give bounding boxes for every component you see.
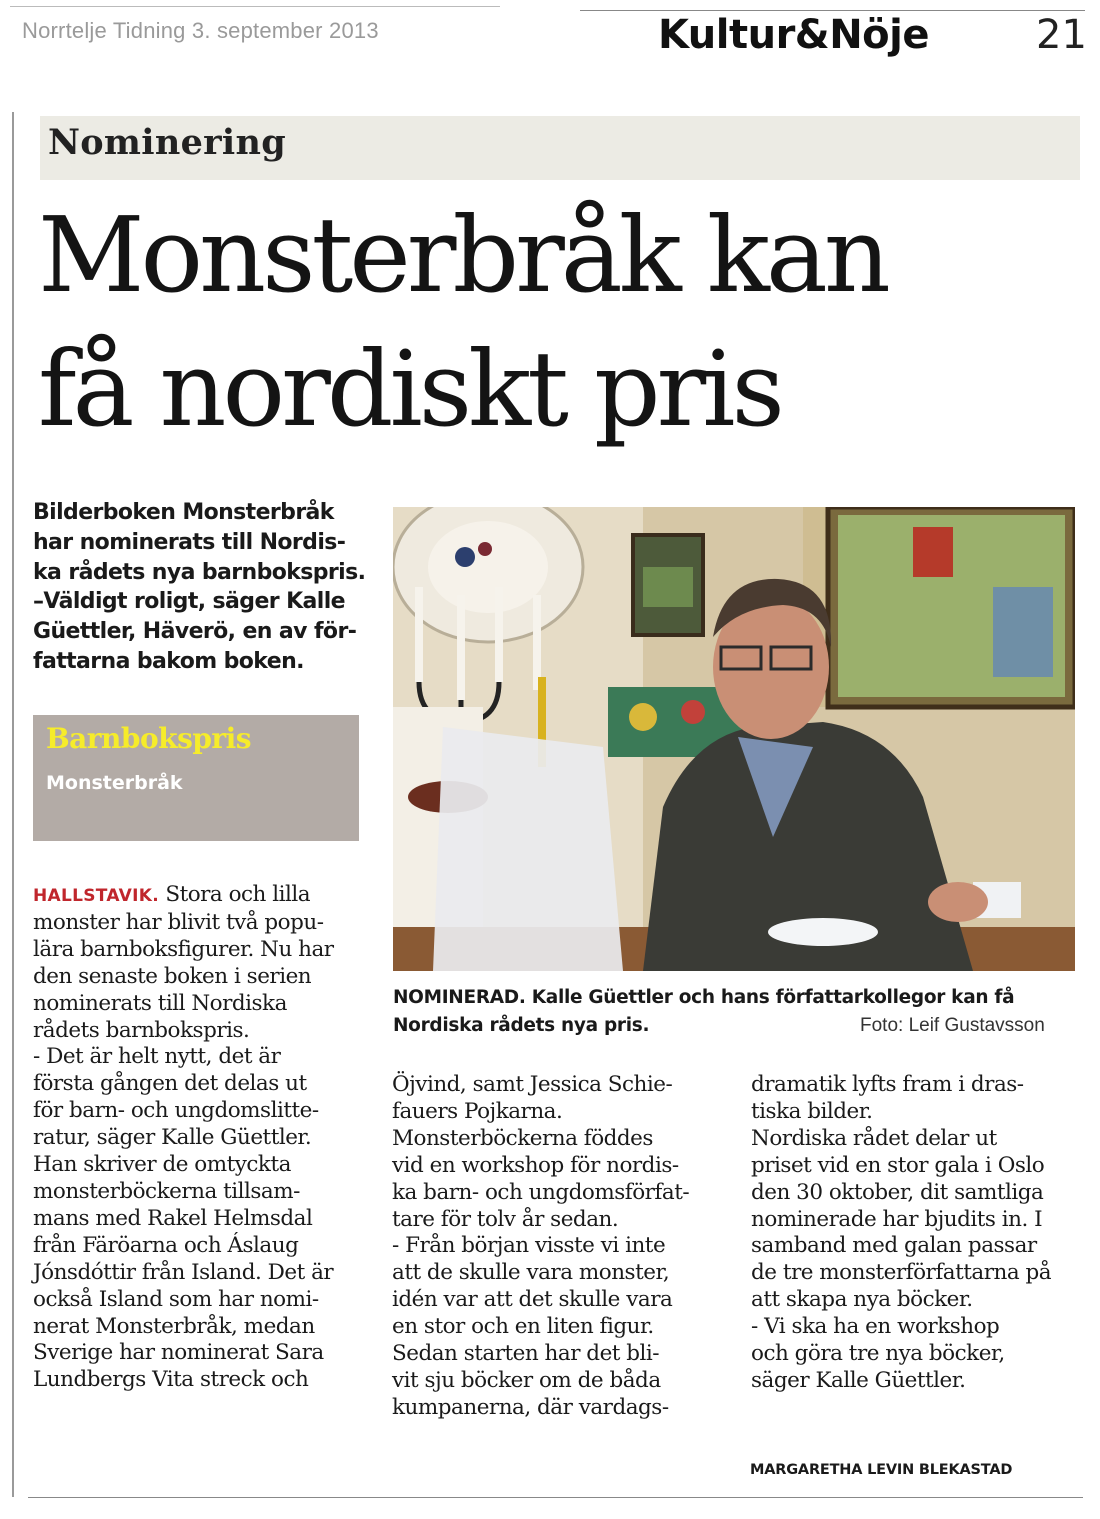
- caption-label: NOMINERAD.: [393, 987, 526, 1008]
- body-column-1: [33, 882, 373, 1394]
- caption-line: Nordiska rådets nya pris.: [393, 1015, 650, 1036]
- top-rule-right: [580, 10, 1085, 11]
- body-line: [33, 882, 373, 910]
- photo-credit: Foto: Leif Gustavsson: [860, 1015, 1045, 1036]
- body-line: ka barn- och ungdomsförfat-: [392, 1179, 690, 1205]
- body-line: tiska bilder.: [751, 1098, 873, 1124]
- body-line: dramatik lyfts fram i dras-: [751, 1072, 1024, 1097]
- headline: [38, 188, 1088, 456]
- body-line: rådets barnbokspris.: [33, 1017, 250, 1043]
- headline-line: få nordiskt pris: [38, 328, 781, 450]
- body-line: nominerade har bjudits in. I: [751, 1206, 1043, 1232]
- body-line: den 30 oktober, dit samtliga: [751, 1179, 1044, 1205]
- body-line: Han skriver de omtyckta: [33, 1152, 291, 1178]
- body-line: att skapa nya böcker.: [751, 1287, 973, 1313]
- body-line: säger Kalle Güettler.: [751, 1367, 966, 1393]
- ingress-line: ka rådets nya barnbokspris.: [33, 559, 366, 585]
- article-photo: [393, 507, 1075, 971]
- body-line: monsterböckerna tillsam-: [33, 1178, 300, 1204]
- page-number: 21: [1036, 12, 1087, 58]
- body-line: idén var att det skulle vara: [392, 1287, 673, 1313]
- ingress-line: –Väldigt roligt, säger Kalle: [33, 589, 345, 615]
- headline-line: Monsterbråk kan: [38, 194, 887, 316]
- ingress-line: har nominerats till Nordis-: [33, 529, 346, 555]
- byline: MARGARETHA LEVIN BLEKASTAD: [750, 1462, 1013, 1478]
- ingress-line: fattarna bakom boken.: [33, 648, 304, 674]
- body-line: att de skulle vara monster,: [392, 1260, 670, 1286]
- body-line: den senaste boken i serien: [33, 963, 312, 989]
- body-line: kumpanerna, där vardags-: [392, 1394, 669, 1420]
- body-line: samband med galan passar: [751, 1233, 1037, 1259]
- body-line: Sedan starten har det bli-: [392, 1341, 660, 1367]
- body-line: nominerats till Nordiska: [33, 990, 287, 1016]
- body-line: - Vi ska ha en workshop: [751, 1314, 1000, 1340]
- body-line: för barn- och ungdomslitte-: [33, 1098, 319, 1124]
- body-line: nerat Monsterbråk, medan: [33, 1313, 315, 1339]
- body-line: en stor och en liten figur.: [392, 1314, 654, 1340]
- body-line: Nordiska rådet delar ut: [751, 1125, 997, 1151]
- body-line: Sverige har nominerat Sara: [33, 1340, 324, 1366]
- body-line: vid en workshop för nordis-: [392, 1152, 679, 1178]
- body-line: ratur, säger Kalle Güettler.: [33, 1125, 312, 1151]
- body-line: mans med Rakel Helmsdal: [33, 1205, 313, 1231]
- body-line: monster har blivit två popu-: [33, 909, 324, 935]
- section-name: Kultur&Nöje: [658, 12, 929, 58]
- body-line: fauers Pojkarna.: [392, 1098, 563, 1124]
- body-line: de tre monsterförfattarna på: [751, 1260, 1052, 1286]
- body-line: priset vid en stor gala i Oslo: [751, 1152, 1045, 1178]
- body-column-3: [751, 1072, 1086, 1395]
- bottom-rule: [28, 1497, 1083, 1498]
- ingress-line: Güettler, Häverö, en av för-: [33, 619, 357, 645]
- caption-text: Kalle Güettler och hans författarkollegor kan få: [525, 987, 1015, 1008]
- ingress-line: Bilderboken Monsterbråk: [33, 500, 334, 525]
- body-line: från Färöarna och Áslaug: [33, 1232, 299, 1258]
- left-rule: [12, 112, 14, 1497]
- factbox-title: Barnbokspris: [46, 722, 252, 755]
- ingress: [33, 498, 373, 677]
- body-line: - Från början visste vi inte: [392, 1233, 666, 1259]
- caption-line: [393, 984, 1083, 1012]
- body-line: lära barnboksfigurer. Nu har: [33, 936, 334, 962]
- body-text: Stora och lilla: [159, 882, 311, 907]
- body-line: Lundbergs Vita streck och: [33, 1367, 309, 1393]
- body-line: vit sju böcker om de båda: [392, 1367, 661, 1393]
- body-line: första gången det delas ut: [33, 1071, 307, 1097]
- body-line: tare för tolv år sedan.: [392, 1206, 619, 1232]
- body-line: Jónsdóttir från Island. Det är: [33, 1259, 334, 1285]
- body-line: Monsterböckerna föddes: [392, 1125, 653, 1151]
- body-line: Öjvind, samt Jessica Schie-: [392, 1072, 673, 1097]
- body-line: och göra tre nya böcker,: [751, 1341, 1005, 1367]
- source-stamp: Norrtelje Tidning 3. september 2013: [22, 18, 379, 43]
- body-line: också Island som har nomi-: [33, 1286, 319, 1312]
- top-rule-left: [10, 6, 500, 7]
- dateline: HALLSTAVIK.: [33, 886, 159, 906]
- factbox-subtitle: Monsterbråk: [46, 772, 183, 794]
- body-column-2: [392, 1072, 727, 1422]
- body-line: - Det är helt nytt, det är: [33, 1044, 281, 1070]
- kicker: Nominering: [48, 122, 287, 163]
